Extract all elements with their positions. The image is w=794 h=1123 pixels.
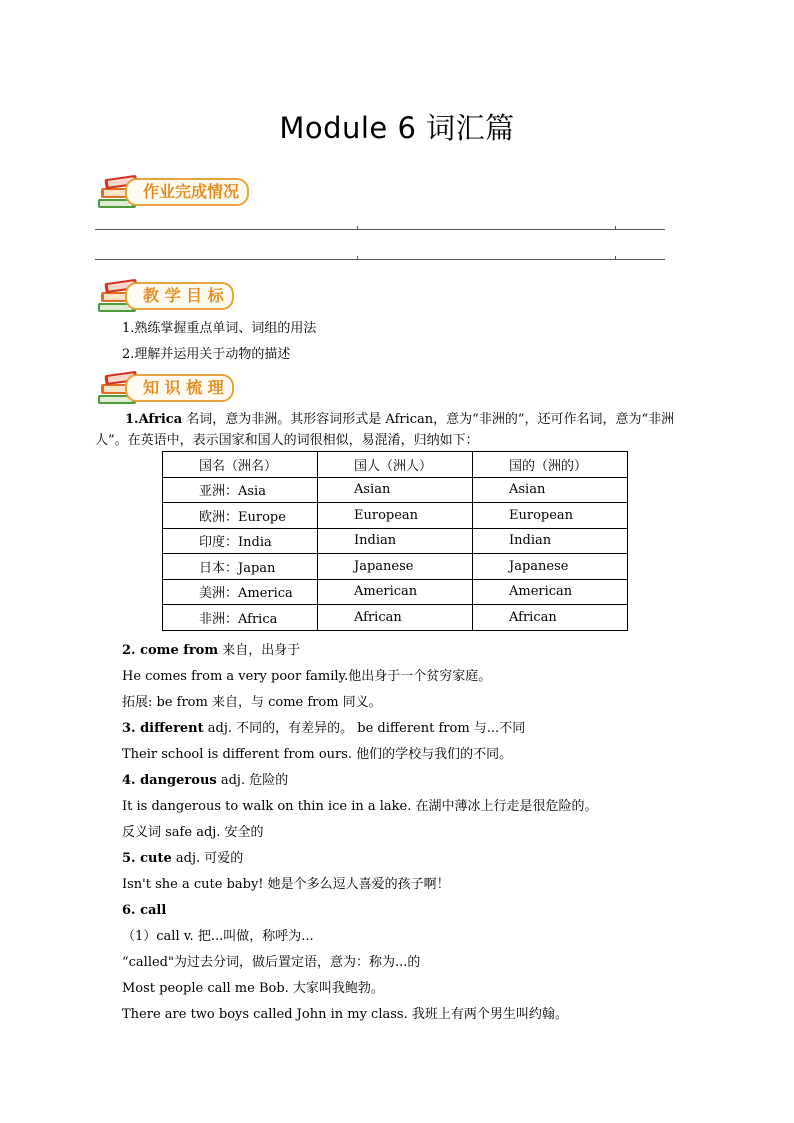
entry-line: 拓展: be from 来自，与 come from 同义。: [122, 695, 382, 710]
table-header-cell: 国人（洲人）: [318, 452, 473, 478]
table-row: [163, 605, 628, 631]
table-cell: 印度：India: [163, 528, 318, 554]
answer-line: [95, 259, 665, 260]
table-cell: 非洲：Africa: [163, 605, 318, 631]
table-cell: 美洲：America: [163, 579, 318, 605]
entry-line: 6. call: [122, 903, 167, 918]
entry-line: 2. come from 来自，出身于: [122, 643, 301, 658]
table-cell: American: [318, 579, 473, 605]
table-header-cell: 国的（洲的）: [473, 452, 628, 478]
entry-line: 反义词 safe adj. 安全的: [122, 825, 264, 840]
entry-line: Most people call me Bob. 大家叫我鲍勃。: [122, 981, 384, 996]
table-cell: 欧洲：Europe: [163, 503, 318, 529]
section-header-knowledge: [95, 368, 265, 406]
section-label: 教 学 目 标: [125, 282, 234, 310]
table-cell: Asian: [318, 477, 473, 503]
table-row: [163, 477, 628, 503]
table-cell: Indian: [473, 528, 628, 554]
entry-text: 名词，意为非洲。其形容词形式是 African，意为“非洲的”，还可作名词，意为“非洲: [182, 412, 675, 427]
goal-item: 1.熟练掌握重点单词、词组的用法: [122, 321, 317, 336]
entry-line: “called"为过去分词，做后置定语，意为：称为...的: [122, 955, 421, 970]
page-title: Module 6 词汇篇: [279, 111, 515, 145]
section-label: 作业完成情况: [125, 178, 249, 206]
entry-line: 4. dangerous adj. 危险的: [122, 773, 289, 788]
table-cell: African: [473, 605, 628, 631]
table-cell: 亚洲：Asia: [163, 477, 318, 503]
entry-line: It is dangerous to walk on thin ice in a lake. 在湖中薄冰上行走是很危险的。: [122, 799, 598, 814]
answer-line: [95, 229, 665, 230]
entry-line: （1）call v. 把...叫做，称呼为...: [122, 929, 314, 944]
table-row: [163, 503, 628, 529]
country-people-table: [162, 451, 628, 631]
entry-line: Their school is different from ours. 他们的学校与我们的不同。: [122, 747, 513, 762]
table-header-cell: 国名（洲名）: [163, 452, 318, 478]
entry-line: 3. different adj. 不同的，有差异的。 be different from 与...不同: [122, 721, 526, 736]
table-cell: Indian: [318, 528, 473, 554]
entry-line: Isn't she a cute baby! 她是个多么逗人喜爱的孩子啊！: [122, 877, 450, 892]
table-cell: European: [318, 503, 473, 529]
africa-line-2: 人”。在英语中，表示国家和国人的词很相似，易混淆，归纳如下：: [95, 433, 479, 448]
entry-line: He comes from a very poor family.他出身于一个贫穷家庭。: [122, 669, 492, 684]
table-cell: African: [318, 605, 473, 631]
table-row: [163, 528, 628, 554]
entry-line: 5. cute adj. 可爱的: [122, 851, 244, 866]
goal-item: 2.理解并运用关于动物的描述: [122, 347, 291, 362]
entry-line: There are two boys called John in my class. 我班上有两个男生叫约翰。: [122, 1007, 568, 1022]
table-header-row: [163, 452, 628, 478]
table-cell: Asian: [473, 477, 628, 503]
table-cell: American: [473, 579, 628, 605]
table-row: [163, 579, 628, 605]
table-cell: European: [473, 503, 628, 529]
table-cell: Japanese: [318, 554, 473, 580]
table-row: [163, 554, 628, 580]
africa-line-1: [125, 411, 674, 429]
entry-head: 1.Africa: [125, 412, 183, 427]
section-header-goals: [95, 276, 265, 314]
table-cell: Japanese: [473, 554, 628, 580]
table-cell: 日本：Japan: [163, 554, 318, 580]
section-header-homework: [95, 172, 265, 210]
section-label: 知 识 梳 理: [125, 374, 234, 402]
